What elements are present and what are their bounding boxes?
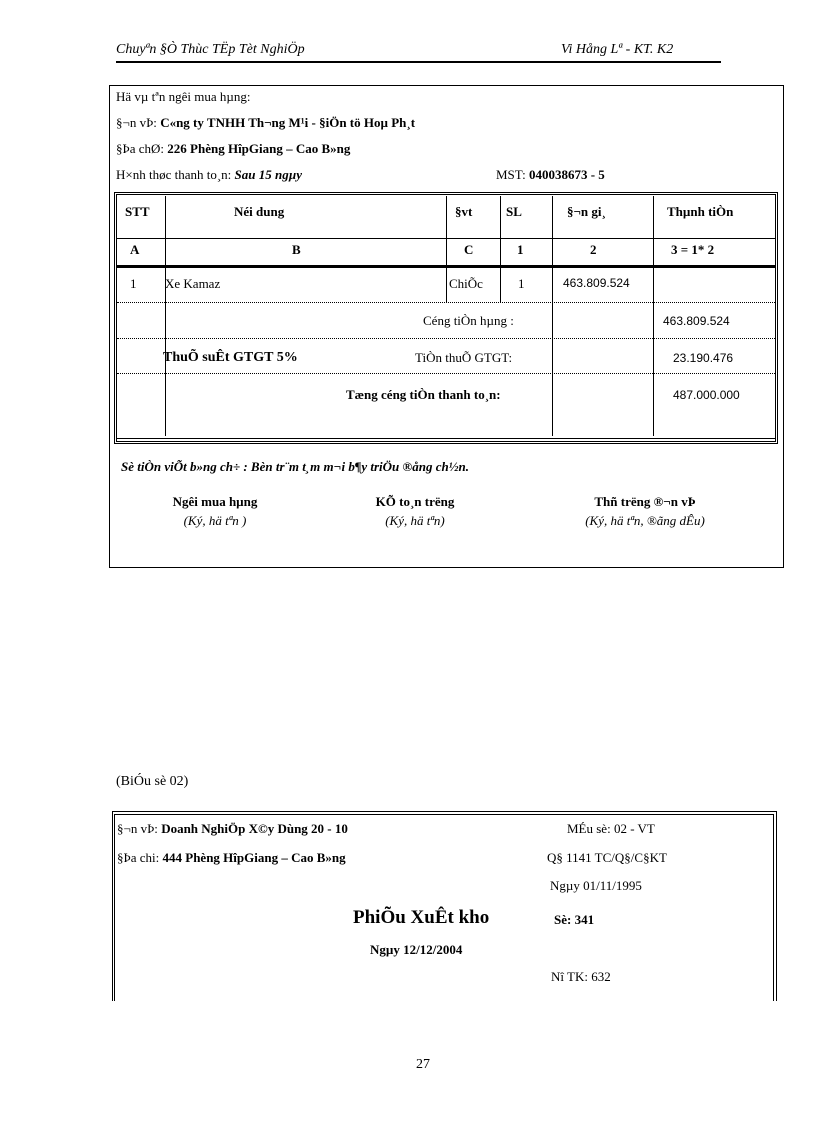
mst-value: 040038673 - 5	[528, 167, 605, 182]
vat-value: 23.190.476	[673, 351, 734, 365]
slip-number-value: 341	[574, 912, 595, 927]
item-stt: 1	[130, 276, 137, 291]
item-unit: ChiÕc	[449, 276, 483, 291]
col-divider	[165, 196, 166, 436]
slip-date: Ngµy 12/12/2004	[370, 942, 463, 957]
code-b: B	[292, 242, 301, 257]
col-divider	[653, 196, 654, 436]
row-divider	[117, 238, 775, 239]
amount-in-words: Sè tiÒn viÕt b»ng ch÷ : Bèn tr¨m t¸m m¬i b¶y triÖu ®ång ch½n.	[121, 459, 469, 474]
signature-title-director: Thñ trëng ®¬n vÞ	[594, 494, 696, 509]
payment-value: Sau 15 ngµy	[234, 167, 302, 182]
tax-code	[496, 167, 605, 183]
total-value: 487.000.000	[673, 388, 740, 402]
payment-label: H×nh thøc thanh to¸n:	[116, 167, 232, 182]
col-header-amount: Thµnh tiÒn	[667, 204, 734, 219]
signature-note-director: (Ký, hä tªn, ®ãng dÊu)	[585, 513, 705, 528]
header-left: Chuyªn §Ò Thùc TËp Tèt NghiÖp	[116, 42, 305, 57]
item-content: Xe Kamaz	[165, 276, 221, 291]
header-divider	[117, 265, 775, 268]
slip-title: PhiÕu XuÊt kho	[353, 907, 490, 928]
form-caption: (BiÓu sè 02)	[116, 774, 189, 789]
signature-note-buyer: (Ký, hä tªn )	[183, 513, 247, 528]
signature-title-accountant: KÕ to¸n trëng	[375, 494, 455, 509]
code-c: C	[464, 242, 474, 257]
vat-rate-label: ThuÕ suÊt GTGT 5%	[163, 350, 298, 365]
buyer-unit	[116, 115, 415, 131]
address-value: 226 Phèng HîpGiang – Cao B»ng	[167, 141, 351, 156]
item-price: 463.809.524	[563, 276, 630, 290]
col-header-content: Néi dung	[234, 204, 285, 219]
slip-unit	[117, 821, 348, 837]
slip-unit-value: Doanh NghiÖp X©y Dùng 20 - 10	[161, 821, 348, 836]
item-qty: 1	[518, 276, 525, 291]
buyer-name-label: Hä vµ tªn ngêi mua hµng:	[116, 89, 251, 104]
page-number: 27	[416, 1057, 430, 1072]
address-label: §Þa chØ:	[116, 141, 165, 156]
col-header-stt: STT	[125, 204, 150, 219]
slip-address-label: §Þa chi:	[117, 850, 160, 865]
code-3: 3 = 1* 2	[671, 242, 715, 257]
mst-label: MST:	[496, 167, 526, 182]
slip-unit-label: §¬n vÞ:	[117, 821, 158, 836]
slip-address-value: 444 Phèng HîpGiang – Cao B»ng	[162, 850, 346, 865]
code-a: A	[130, 242, 140, 257]
col-divider	[446, 268, 447, 302]
col-divider	[500, 196, 501, 302]
warehouse-slip-frame	[112, 811, 777, 1001]
header-right: Vi Hång Lª - KT. K2	[561, 42, 674, 57]
signature-title-buyer: Ngêi mua hµng	[172, 494, 258, 509]
subtotal-value: 463.809.524	[663, 314, 730, 328]
col-divider	[552, 196, 553, 436]
slip-number	[554, 912, 594, 928]
col-divider	[446, 196, 447, 266]
unit-label: §¬n vÞ:	[116, 115, 157, 130]
slip-number-label: Sè:	[554, 912, 572, 927]
code-1: 1	[517, 242, 524, 257]
row-divider	[117, 338, 775, 339]
row-divider	[117, 302, 775, 303]
slip-form-number: MÉu sè: 02 - VT	[567, 821, 655, 836]
table-bottom-rule	[117, 438, 775, 439]
col-header-qty: SL	[506, 204, 522, 219]
buyer-address	[116, 141, 350, 157]
header-rule	[116, 61, 721, 63]
row-divider	[117, 373, 775, 374]
subtotal-label: Céng tiÒn hµng :	[423, 313, 514, 328]
slip-decision-date: Ngµy 01/11/1995	[550, 878, 642, 893]
vat-label: TiÒn thuÕ GTGT:	[415, 350, 513, 365]
signature-note-accountant: (Ký, hä tªn)	[385, 513, 445, 528]
slip-decision: Q§ 1141 TC/Q§/C§KT	[547, 850, 667, 865]
code-2: 2	[590, 242, 597, 257]
slip-debit-account: Nî TK: 632	[551, 969, 611, 984]
col-header-price: §¬n gi¸	[567, 204, 606, 219]
slip-address	[117, 850, 346, 866]
col-header-unit: §vt	[455, 204, 473, 219]
unit-value: C«ng ty TNHH Th¬ng M¹i - §iÖn tö Hoµ Ph¸t	[160, 115, 416, 130]
payment-method	[116, 167, 302, 183]
total-label: Tæng céng tiÒn thanh to¸n:	[346, 387, 501, 402]
